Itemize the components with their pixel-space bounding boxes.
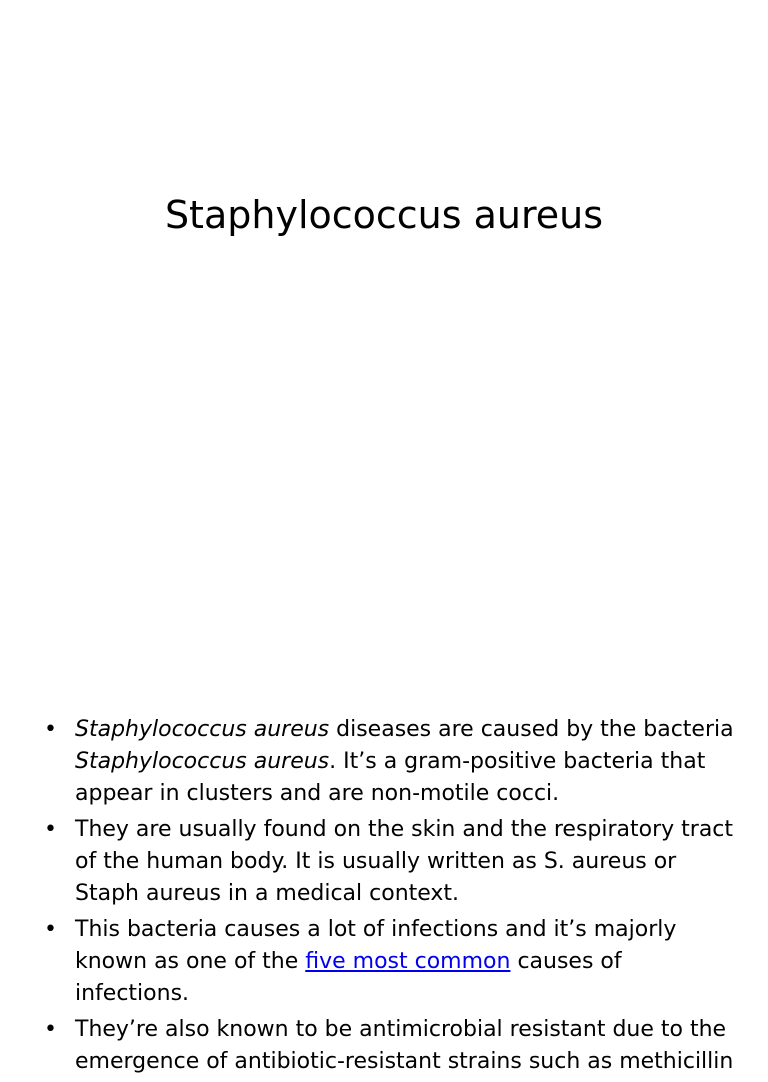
bullet-text: They’re also known to be antimicrobial resistant due to the emergence of antibiotic-resistant strains such as methicillin [75,1017,734,1074]
bullet-item-2 [44,814,734,910]
species-name: Staphylococcus aureus [75,717,330,742]
bullet-icon: • [44,717,57,742]
species-name: Staphylococcus aureus [75,749,330,774]
bullet-item-3 [44,914,734,1010]
bullet-item-1 [44,714,734,810]
five-most-common-link[interactable]: five most common [305,949,511,974]
bullet-text: causes of infections. [75,949,622,1006]
bullet-icon: • [44,1017,57,1042]
slide-title: Staphylococcus aureus [164,193,604,237]
bullet-text: They are usually found on the skin and the respiratory tract of the human body. It is usually written as S. aureus or Staph aureus in a medical context. [75,817,734,906]
bullet-icon: • [44,917,57,942]
bullet-icon: • [44,817,57,842]
bullet-text: diseases are caused by the bacteria [329,717,734,742]
bullet-list [44,714,734,1082]
bullet-item-4 [44,1014,734,1078]
bullet-text: This bacteria causes a lot of infections and it’s majorly known as one of the [75,917,677,974]
bullet-text: . It’s a gram-positive bacteria that appear in clusters and are non-motile cocci. [75,749,706,806]
